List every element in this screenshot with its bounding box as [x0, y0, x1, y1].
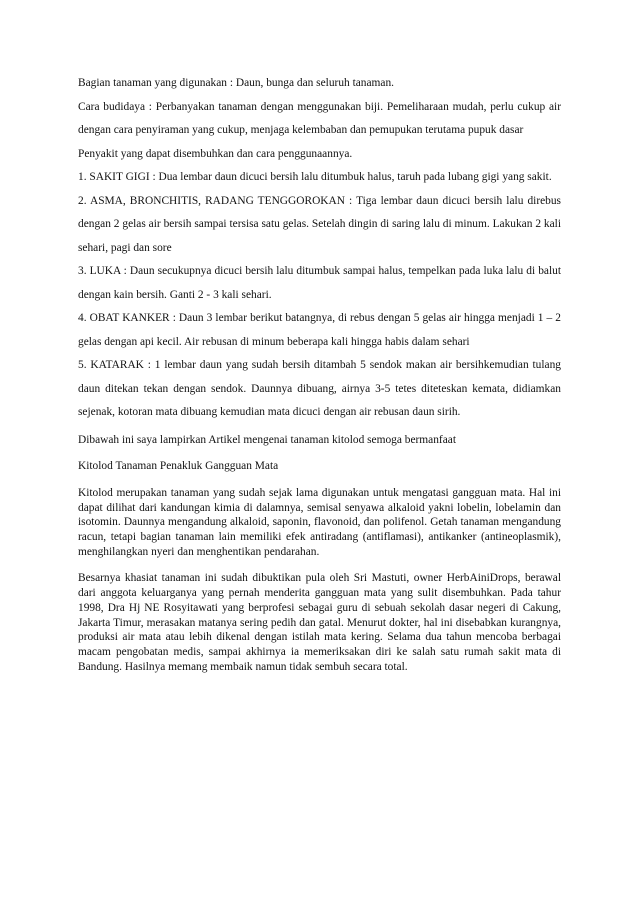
document-page — [78, 72, 561, 686]
article-title: Kitolod Tanaman Penakluk Gangguan Mata — [78, 460, 279, 473]
remedy-item-cancer: 4. OBAT KANKER : Daun 3 lembar berikut batangnya, di rebus dengan 5 gelas air hingga menjadi 1 – 2 gelas dengan api kecil. Air rebusan di minum beberapa kali hingga habis dalam sehari — [78, 312, 561, 348]
remedy-item-cataract: 5. KATARAK : 1 lembar daun yang sudah bersih ditambah 5 sendok makan air bersihkemudian tulang daun ditekan tekan dengan sendok. Daunnya dibuang, airnya 3-5 tetes diteteskan kemata, didiamkan sejenak, kotoran mata dibuang kemudian mata dicuci dengan air rebusan daun sirih. — [78, 359, 561, 418]
article-intro: Dibawah ini saya lampirkan Artikel mengenai tanaman kitolod semoga bermanfaat — [78, 433, 456, 446]
remedy-item-wound: 3. LUKA : Daun secukupnya dicuci bersih lalu ditumbuk sampai halus, tempelkan pada luka lalu di balut dengan kain bersih. Ganti 2 - 3 kali sehari. — [78, 265, 561, 301]
plant-parts-paragraph: Bagian tanaman yang digunakan : Daun, bunga dan seluruh tanaman. — [78, 77, 394, 89]
cultivation-paragraph: Cara budidaya : Perbanyakan tanaman dengan menggunakan biji. Pemeliharaan mudah, perlu cukup air dengan cara penyiraman yang cukup, menjaga kelembaban dan pemupukan terutama pupuk dasar — [78, 100, 561, 136]
remedy-item-asthma: 2. ASMA, BRONCHITIS, RADANG TENGGOROKAN : Tiga lembar daun dicuci bersih lalu direbus dengan 2 gelas air bersih sampai tersisa satu gelas. Setelah dingin di saring lalu di minum. Lakukan 2 kali sehari, pagi dan sore — [78, 194, 561, 254]
article-paragraph: Besarnya khasiat tanaman ini sudah dibuktikan pula oleh Sri Mastuti, owner HerbAiniDrops, berawal dari anggota keluarganya yang pernah menderita gangguan mata yang sulit disembuhkan. Pada tahur 1998, Dra Hj NE Rosyitawati yang berprofesi sebagai guru di sebuah sekolah dasar negeri di Cakung, Jakarta Timur, merasakan matanya sering pedih dan gatal. Menurut dokter, hal ini disebabkan kurangnya, produksi air mata atau lebih dikenal dengan istilah mata kering. Selama dua tahun mencoba berbagai macam pengobatan medis, sampai akhirnya ia memeriksakan diri ke salah satu rumah sakit mata di Bandung. Hasilnya memang membaik namun tidak sembuh secara total. — [78, 572, 561, 673]
article-paragraph: Kitolod merupakan tanaman yang sudah sejak lama digunakan untuk mengatasi gangguan mata. Hal ini dapat dilihat dari kandungan kimia di dalamnya, semisal senyawa alkaloid yakni lobelin, lobelamin dan isotomin. Daunnya mengandung alkaloid, saponin, flavonoid, dan polifenol. Getah tanaman mengandung racun, tetapi bagian tanaman lain memiliki efek antiradang (antiflamasi), antikanker (antineoplasmik), menghilangkan nyeri dan menghentikan pendarahan. — [78, 486, 561, 558]
plant-usage-section — [78, 72, 561, 425]
article-section — [78, 433, 561, 675]
remedy-item-toothache: 1. SAKIT GIGI : Dua lembar daun dicuci bersih lalu ditumbuk halus, taruh pada lubang gigi yang sakit. — [78, 171, 552, 183]
diseases-heading: Penyakit yang dapat disembuhkan dan cara penggunaannya. — [78, 147, 353, 160]
